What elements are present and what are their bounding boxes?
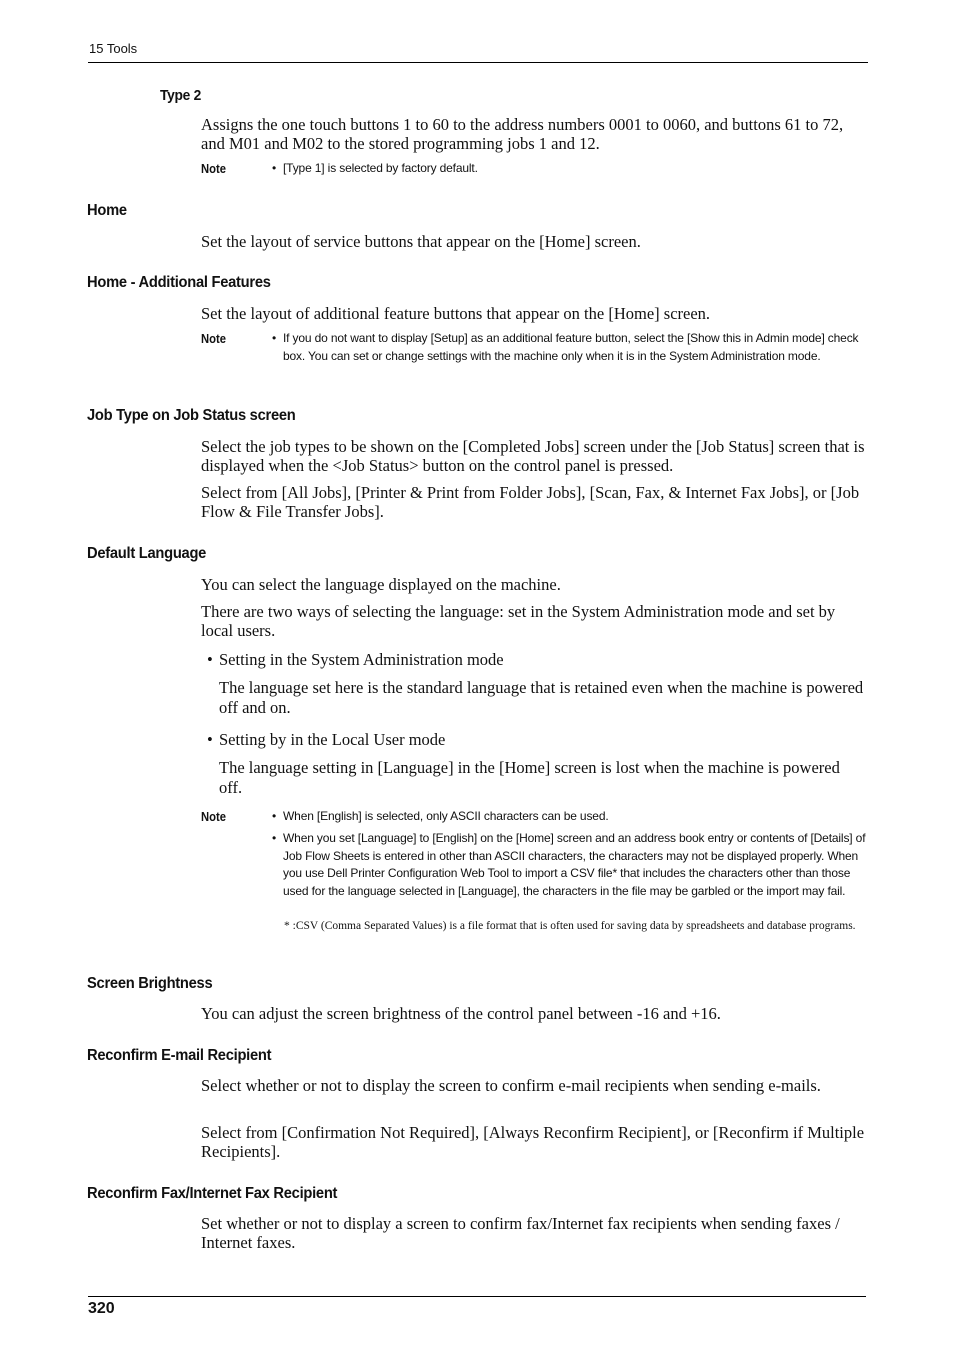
heading-home-additional: Home - Additional Features (87, 274, 271, 291)
default-language-paragraph-2: There are two ways of selecting the language: set in the System Administration mode and set by local users. (201, 602, 836, 640)
heading-default-language: Default Language (87, 545, 207, 562)
heading-reconfirm-email: Reconfirm E-mail Recipient (87, 1047, 272, 1064)
job-type-paragraph-2: Select from [All Jobs], [Printer & Print from Folder Jobs], [Scan, Fax, & Internet Fax Jobs], or [Job Flow & File Transfer Jobs]. (201, 483, 860, 521)
heading-reconfirm-fax: Reconfirm Fax/Internet Fax Recipient (87, 1185, 338, 1202)
note-text: [Type 1] is selected by factory default. (283, 161, 478, 175)
screen-brightness-body: You can adjust the screen brightness of the control panel between -16 and +16. (201, 1004, 721, 1023)
default-language-note-item: • When you set [Language] to [English] on the [Home] screen and an address book entry or contents of [Details] of Job Flow Sheets is entered in other than ASCII characters, the characters may not be displayed properly. When you use Dell Printer Configuration Web Tool to import a CSV file* that includes the characters other than those used for the language selected in [Language], the characters in the file may be garbled or the import may fail. (272, 830, 868, 901)
type2-note-item: • [Type 1] is selected by factory default. (272, 160, 868, 178)
heading-type2: Type 2 (160, 87, 202, 104)
bullet-title: Setting by in the Local User mode (219, 730, 446, 749)
home-additional-note-label: Note (201, 332, 227, 346)
default-language-note-item: • When [English] is selected, only ASCII characters can be used. (272, 808, 868, 826)
heading-home: Home (87, 202, 127, 219)
bullet-text: The language set here is the standard language that is retained even when the machine is powered off and on. (219, 678, 864, 717)
bullet-item: • Setting by in the Local User mode (201, 730, 867, 749)
default-language-paragraph-1: You can select the language displayed on the machine. (201, 575, 561, 594)
type2-note-label: Note (201, 162, 227, 176)
csv-footnote: * :CSV (Comma Separated Values) is a file format that is often used for saving data by spreadsheets and database programs. (284, 920, 856, 932)
default-language-note-label: Note (201, 810, 227, 824)
note-text: When you set [Language] to [English] on the [Home] screen and an address book entry or contents of [Details] of Job Flow Sheets is entered in other than ASCII characters, the characters may not be displayed properly. When you use Dell Printer Configuration Web Tool to import a CSV file* that includes the characters other than those used for the language selected in [Language], the characters in the file may be garbled or the import may fail. (283, 831, 866, 899)
home-body: Set the layout of service buttons that appear on the [Home] screen. (201, 232, 641, 251)
footer-rule (88, 1296, 866, 1297)
bullet-text: The language setting in [Language] in the [Home] screen is lost when the machine is powered off. (219, 758, 840, 797)
note-text: When [English] is selected, only ASCII characters can be used. (283, 809, 609, 823)
job-type-paragraph-1: Select the job types to be shown on the [Completed Jobs] screen under the [Job Status] screen that is displayed when the <Job Status> button on the control panel is pressed. (201, 437, 865, 475)
heading-job-type: Job Type on Job Status screen (87, 407, 296, 424)
type2-body: Assigns the one touch buttons 1 to 60 to the address numbers 0001 to 0060, and buttons 61 to 72, and M01 and M02 to the stored programming jobs 1 and 12. (201, 115, 844, 153)
home-additional-body: Set the layout of additional feature buttons that appear on the [Home] screen. (201, 304, 711, 323)
running-header: 15 Tools (89, 41, 138, 56)
header-rule (88, 62, 868, 63)
reconfirm-email-paragraph-1: Select whether or not to display the screen to confirm e-mail recipients when sending e-mails. (201, 1076, 821, 1095)
reconfirm-email-paragraph-2: Select from [Confirmation Not Required], [Always Reconfirm Recipient], or [Reconfirm if Multiple Recipients]. (201, 1123, 865, 1161)
reconfirm-fax-body: Set whether or not to display a screen to confirm fax/Internet fax recipients when sending faxes / Internet faxes. (201, 1214, 840, 1252)
home-additional-note-item: • If you do not want to display [Setup] as an additional feature button, select the [Show this in Admin mode] check box. You can set or change settings with the machine only when it is in the System Administration mode. (272, 330, 868, 365)
bullet-item: • Setting in the System Administration mode (201, 650, 867, 669)
page-number: 320 (88, 1300, 115, 1317)
note-text: If you do not want to display [Setup] as an additional feature button, select the [Show this in Admin mode] check box. You can set or change settings with the machine only when it is in the System Administration mode. (283, 331, 859, 363)
heading-screen-brightness: Screen Brightness (87, 975, 213, 992)
bullet-title: Setting in the System Administration mode (219, 650, 504, 669)
